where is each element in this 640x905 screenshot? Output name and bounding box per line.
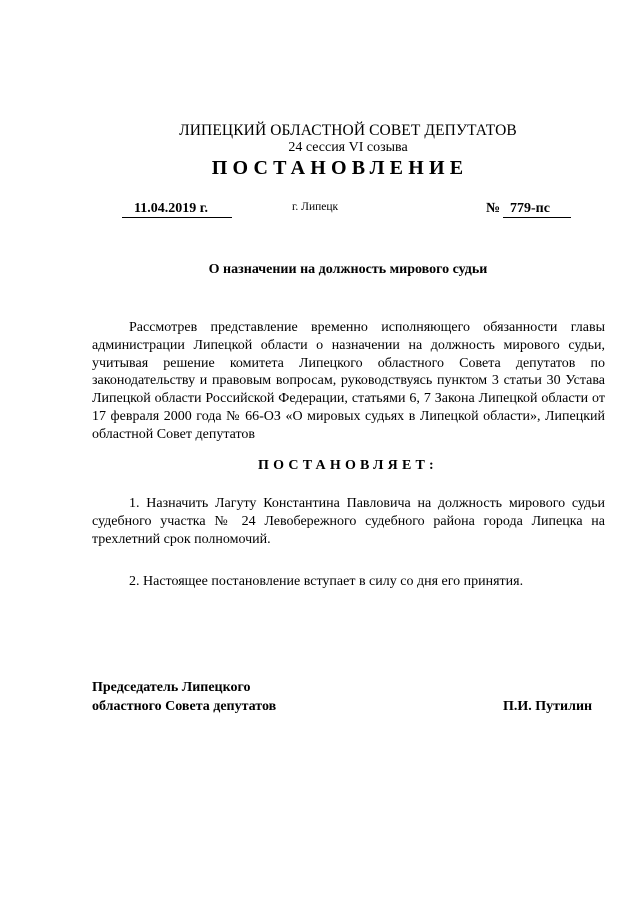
signatory-title <box>92 678 276 716</box>
organization-name: ЛИПЕЦКИЙ ОБЛАСТНОЙ СОВЕТ ДЕПУТАТОВ <box>179 122 517 139</box>
resolves-heading: ПОСТАНОВЛЯЕТ: <box>258 458 438 473</box>
number-sign: № <box>486 201 501 216</box>
document-date: 11.04.2019 г. <box>122 201 232 218</box>
document-city: г. Липецк <box>292 201 339 213</box>
session-info: 24 сессия VI созыва <box>288 140 408 155</box>
preamble-paragraph: Рассмотрев представление временно исполняющего обязанности главы администрации Липецкой области о назначении на должность мирового судьи, учитывая решение комитета Липецкого областного Совета депутатов по законодательству и правовым вопросам, руководствуясь пунктом 3 статьи 30 Устава Липецкой области Российской Федерации, статьями 6, 7 Закона Липецкой области от 17 февраля 2000 года № 66-ОЗ «О мировых судьях в Липецкой области», Липецкий областной Совет депутатов <box>92 320 605 442</box>
signatory-name: П.И. Путилин <box>503 699 593 714</box>
document-subject: О назначении на должность мирового судьи <box>208 262 488 277</box>
document-type: ПОСТАНОВЛЕНИЕ <box>211 157 469 179</box>
signatory-title-line2: областного Совета депутатов <box>92 699 277 714</box>
document-number: 779-пс <box>503 201 571 218</box>
resolution-item-2: 2. Настоящее постановление вступает в силу со дня его принятия. <box>129 574 524 589</box>
resolution-item-1: 1. Назначить Лагуту Константина Павловича на должность мирового судьи судебного участка № 24 Левобережного судебного района города Липецка на трехлетний срок полномочий. <box>92 496 605 547</box>
signatory-title-line1: Председатель Липецкого <box>92 680 251 695</box>
